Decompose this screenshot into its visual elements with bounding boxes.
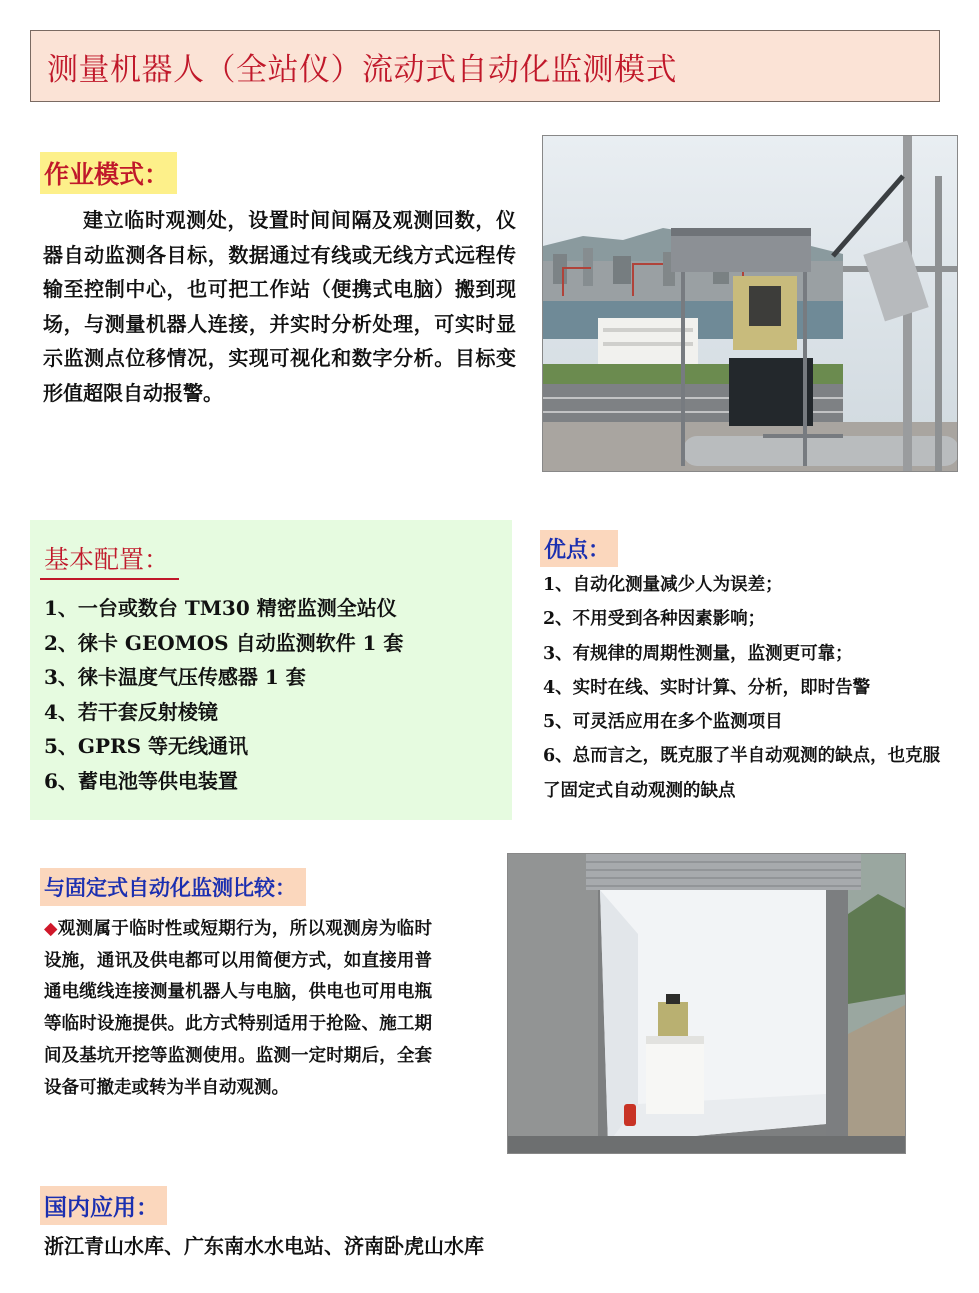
- advantages-heading: 优点：: [540, 530, 618, 567]
- domestic-heading: 国内应用：: [40, 1186, 167, 1225]
- observation-house-image: [508, 854, 906, 1154]
- advantage-item: 6、总而言之，既克服了半自动观测的缺点，也克服了固定式自动观测的缺点: [543, 746, 941, 801]
- total-station-roof-image: [543, 136, 958, 472]
- advantages-list: [543, 568, 943, 808]
- config-item: 4、若干套反射棱镜: [44, 699, 218, 724]
- basic-config-heading-wrap: [40, 540, 179, 580]
- config-item: 2、徕卡 GEOMOS 自动监测软件 1 套: [44, 630, 404, 655]
- diamond-bullet-icon: ◆: [44, 919, 58, 939]
- work-mode-text: 建立临时观测处，设置时间间隔及观测回数，仪器自动监测各目标，数据通过有线或无线方式远程传输至控制中心，也可把工作站（便携式电脑）搬到现场，与测量机器人连接，并实时分析处理，可实时显示监测点位移情况，实现可视化和数字分析。目标变形值超限自动报警。: [43, 208, 516, 405]
- observation-house-photo: [507, 853, 906, 1154]
- basic-config-heading: 基本配置：: [40, 540, 179, 580]
- config-item: 1、一台或数台 TM30 精密监测全站仪: [44, 596, 397, 620]
- comparison-heading: 与固定式自动化监测比较：: [40, 868, 306, 906]
- advantage-item: 3、有规律的周期性测量，监测更可靠；: [543, 643, 853, 664]
- config-item: 6、蓄电池等供电装置: [44, 768, 238, 793]
- advantage-item: 5、可灵活应用在多个监测项目: [543, 712, 783, 733]
- advantage-item: 4、实时在线、实时计算、分析，即时告警: [543, 677, 871, 698]
- advantage-item: 1、自动化测量减少人为误差；: [543, 575, 783, 595]
- advantages-heading-wrap: [540, 530, 618, 567]
- comparison-heading-wrap: [40, 868, 306, 906]
- comparison-text: 观测属于临时性或短期行为，所以观测房为临时设施，通讯及供电都可以用简便方式，如直接用普通电缆线连接测量机器人与电脑，供电也可用电瓶等临时设施提供。此方式特别适用于抢险、施工期间及基坑开挖等监测使用。监测一定时期后，全套设备可撤走或转为半自动观测。: [44, 919, 432, 1098]
- page-title: 测量机器人（全站仪）流动式自动化监测模式: [47, 51, 677, 88]
- total-station-roof-photo: [542, 135, 958, 472]
- config-item: 5、GPRS 等无线通讯: [44, 734, 249, 758]
- title-box: [30, 30, 940, 102]
- config-item: 3、徕卡温度气压传感器 1 套: [44, 665, 306, 689]
- advantage-item: 2、不用受到各种因素影响；: [543, 609, 766, 630]
- work-mode-heading: 作业模式：: [40, 152, 177, 194]
- comparison-text-block: [44, 914, 432, 1104]
- basic-config-list: [44, 591, 504, 798]
- domestic-heading-wrap: [40, 1186, 167, 1225]
- work-mode-heading-wrap: [40, 152, 177, 194]
- domestic-projects: 浙江青山水库、广东南水水电站、济南卧虎山水库: [44, 1234, 484, 1258]
